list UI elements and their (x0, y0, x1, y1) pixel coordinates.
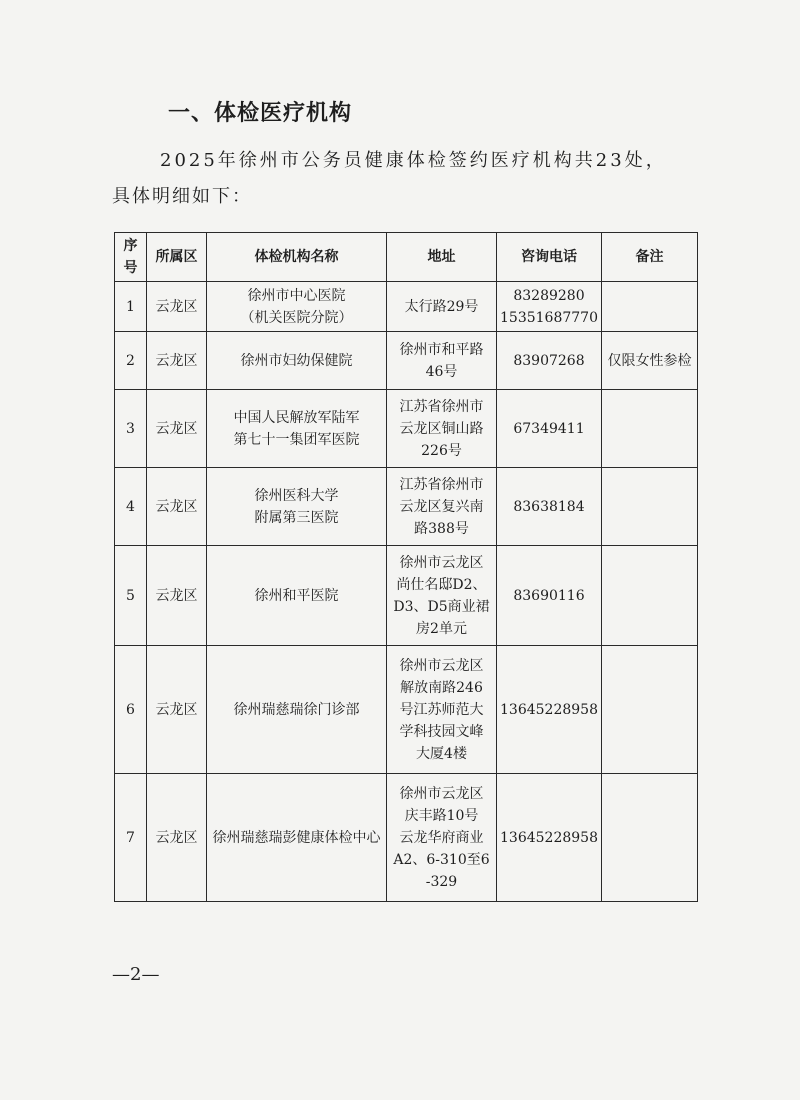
table-row (115, 332, 698, 390)
row-no: 3 (115, 390, 147, 468)
header-note: 备注 (601, 233, 697, 282)
row-name (207, 774, 387, 902)
header-district: 所属区 (147, 233, 207, 282)
phone-line: 83907268 (513, 352, 585, 369)
row-phone (497, 282, 602, 332)
row-note: 仅限女性参检 (601, 332, 697, 390)
row-note (601, 774, 697, 902)
address-line: 尚仕名邸D2、 (396, 576, 487, 593)
row-note (601, 390, 697, 468)
name-line: 中国人民解放军陆军 (233, 409, 360, 426)
row-no: 4 (115, 468, 147, 546)
name-line: 第七十一集团军医院 (233, 431, 360, 448)
address-line: 大厦4楼 (416, 745, 467, 762)
row-district: 云龙区 (147, 468, 207, 546)
table-row (115, 390, 698, 468)
address-line: 江苏省徐州市 (399, 476, 484, 493)
row-address (387, 646, 497, 774)
row-district: 云龙区 (147, 546, 207, 646)
address-line: 路388号 (414, 520, 469, 537)
address-line: 徐州市云龙区 (399, 657, 484, 674)
address-line: 徐州市和平路 (399, 341, 484, 358)
intro-line-2: 具体明细如下： (112, 186, 252, 207)
address-line: 庆丰路10号 (404, 807, 479, 824)
row-note (601, 468, 697, 546)
address-line: 徐州市云龙区 (399, 785, 484, 802)
address-line: 学科技园文峰 (399, 723, 484, 740)
row-note (601, 282, 697, 332)
row-name (207, 332, 387, 390)
row-phone (497, 546, 602, 646)
name-line: 徐州市妇幼保健院 (240, 352, 353, 369)
header-no: 序号 (115, 233, 147, 282)
row-note (601, 546, 697, 646)
row-phone (497, 468, 602, 546)
row-name (207, 468, 387, 546)
table-row (115, 468, 698, 546)
address-line: 云龙区复兴南 (399, 498, 484, 515)
institution-table (114, 232, 698, 902)
header-phone: 咨询电话 (497, 233, 602, 282)
row-no: 1 (115, 282, 147, 332)
table-row (115, 646, 698, 774)
name-line: （机关医院分院） (240, 309, 353, 326)
row-no: 6 (115, 646, 147, 774)
row-district: 云龙区 (147, 282, 207, 332)
phone-line: 83289280 (513, 287, 585, 304)
row-no: 2 (115, 332, 147, 390)
address-line: D3、D5商业裙 (393, 598, 490, 615)
row-address (387, 390, 497, 468)
address-line: 房2单元 (416, 620, 467, 637)
address-line: 46号 (425, 363, 458, 380)
name-line: 附属第三医院 (254, 509, 339, 526)
row-phone (497, 390, 602, 468)
table-row (115, 546, 698, 646)
address-line: 云龙华府商业 (399, 829, 484, 846)
row-phone (497, 332, 602, 390)
table-row (115, 774, 698, 902)
row-name (207, 646, 387, 774)
row-district: 云龙区 (147, 332, 207, 390)
header-name: 体检机构名称 (207, 233, 387, 282)
address-line: A2、6-310至6 (393, 851, 490, 868)
address-line: 太行路29号 (404, 298, 479, 315)
row-name (207, 390, 387, 468)
address-line: 云龙区铜山路 (399, 420, 484, 437)
row-name (207, 282, 387, 332)
address-line: 徐州市云龙区 (399, 554, 484, 571)
row-district: 云龙区 (147, 774, 207, 902)
page-number: —2— (112, 964, 160, 985)
row-phone (497, 774, 602, 902)
address-line: 号江苏师范大 (399, 701, 484, 718)
name-line: 徐州医科大学 (254, 487, 339, 504)
phone-line: 67349411 (513, 420, 585, 437)
phone-line: 83638184 (513, 498, 585, 515)
row-address (387, 774, 497, 902)
row-district: 云龙区 (147, 390, 207, 468)
phone-line: 13645228958 (500, 829, 598, 846)
intro-line-1: 2025年徐州市公务员健康体检签约医疗机构共23处， (160, 150, 667, 171)
header-address: 地址 (387, 233, 497, 282)
phone-line: 83690116 (513, 587, 585, 604)
row-no: 7 (115, 774, 147, 902)
row-name (207, 546, 387, 646)
row-district: 云龙区 (147, 646, 207, 774)
row-no: 5 (115, 546, 147, 646)
row-phone (497, 646, 602, 774)
name-line: 徐州瑞慈瑞徐门诊部 (233, 701, 360, 718)
row-address (387, 282, 497, 332)
row-address (387, 468, 497, 546)
section-heading: 一、体检医疗机构 (168, 101, 353, 126)
phone-line: 15351687770 (500, 309, 598, 326)
table-row (115, 282, 698, 332)
phone-line: 13645228958 (500, 701, 598, 718)
address-line: 226号 (421, 442, 462, 459)
address-line: 解放南路246 (400, 679, 483, 696)
row-address (387, 332, 497, 390)
row-note (601, 646, 697, 774)
row-address (387, 546, 497, 646)
address-line: -329 (425, 873, 458, 890)
name-line: 徐州瑞慈瑞彭健康体检中心 (212, 829, 381, 846)
address-line: 江苏省徐州市 (399, 398, 484, 415)
name-line: 徐州市中心医院 (247, 287, 346, 304)
table-header-row (115, 233, 698, 282)
name-line: 徐州和平医院 (254, 587, 339, 604)
